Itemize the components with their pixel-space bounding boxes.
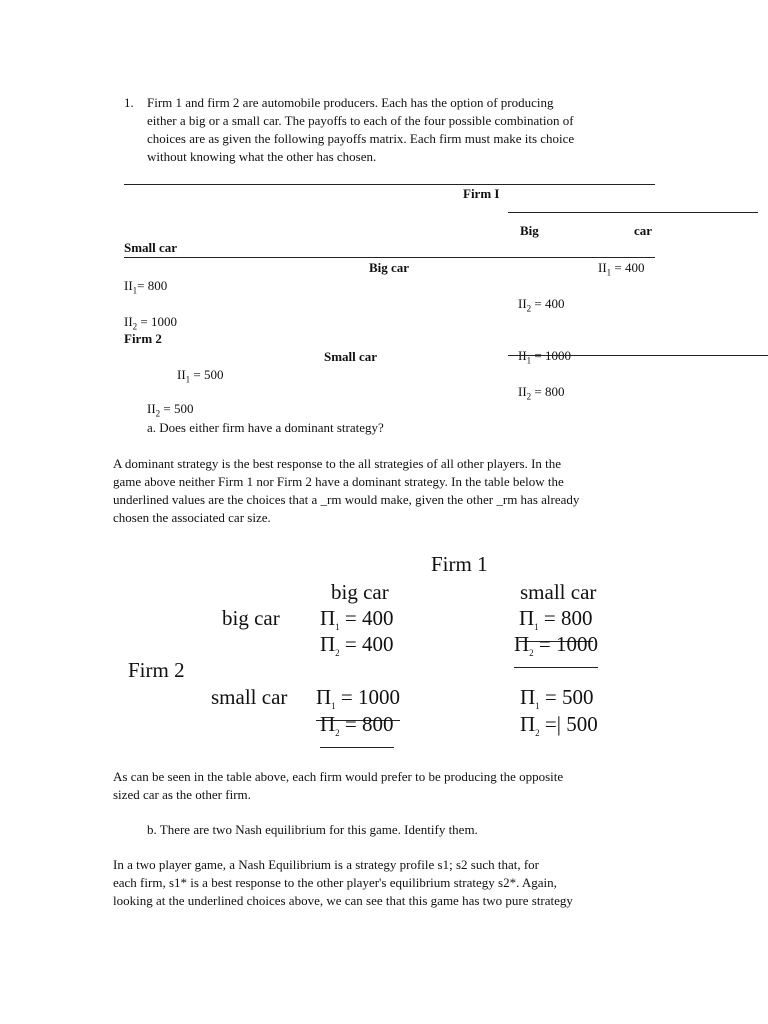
table-top-rule [124,184,655,185]
paragraph-line: looking at the underlined choices above, we can see that this game has two pure strategy [113,893,573,908]
cell-big-small-pi1: $\Pi_1 = 800$ [519,606,593,642]
question-text [147,94,655,166]
cell-big-big-pi1: $\Pi_1 = 400$ [320,606,394,633]
cell-small-big-pi2: $\Pi_2 = 800$ [320,712,394,748]
cell-big-small-pi2: $\Pi_2 = 1000$ [514,632,598,668]
payoff-pi2-small-big: $II_2 = 800$ [518,384,565,402]
payoff-pi2-big-big: $II_2 = 400$ [518,296,565,314]
question-line: without knowing what the other has chosen. [147,149,377,164]
paragraph-line: game above neither Firm 1 nor Firm 2 have a dominant strategy. In the table below the [113,474,564,489]
paragraph-line: A dominant strategy is the best response to the all strategies of all other players. In the [113,456,562,471]
paragraph-dominant-strategy [113,455,655,527]
header-rule [124,257,655,258]
question-line: Firm 1 and firm 2 are automobile producers. Each has the option of producing [147,95,554,110]
row-rule [508,355,768,356]
payoff-pi1-big-small: $II_1= 800$ [124,278,168,296]
cell-small-big-pi1: $\Pi_1 = 1000$ [316,685,400,721]
cell-small-small-pi2: $\Pi_2$ =| 500 [520,712,598,739]
firm2-header: Firm 2 [128,658,185,682]
row-big-car-label: Big car [369,260,410,275]
question-line: either a big or a small car. The payoffs to each of the four possible combination of [147,113,574,128]
payoff-pi2-small-small: $II_2 = 500$ [147,401,194,419]
cell-small-small-pi1: $\Pi_1 = 500$ [520,685,594,712]
paragraph-line: As can be seen in the table above, each firm would prefer to be producing the opposite [113,769,564,784]
payoff-pi1-big-big: $II_1 = 400$ [598,260,645,278]
question-b: b. There are two Nash equilibrium for this game. Identify them. [147,822,478,837]
firm1-rule [508,212,758,213]
payoff-pi1-small-big: $II_1 = 1000$ [518,348,572,366]
paragraph-nash [113,856,655,910]
firm1-header: Firm I [463,186,500,201]
payoff-pi1-small-small: $II_1 = 500$ [177,367,224,385]
payoff-pi2-big-small: $II_2 = 1000$ [124,314,178,332]
col-car-label: car [634,223,653,238]
row-big-car-header: big car [222,606,280,630]
paragraph-line: underlined values are the choices that a _rm would make, given the other _rm has already [113,492,580,507]
paragraph-line: chosen the associated car size. [113,510,271,525]
question-line: choices are as given the following payoffs matrix. Each firm must make its choice [147,131,575,146]
row-small-car-label: Small car [324,349,378,364]
paragraph-line: each firm, s1* is a best response to the other player's equilibrium strategy s2*. Again, [113,875,557,890]
firm1-header: Firm 1 [431,552,488,576]
col-big-label: Big [520,223,539,238]
firm2-label: Firm 2 [124,331,162,346]
question-a: a. Does either firm have a dominant strategy? [147,420,384,435]
question-number: 1. [124,95,134,110]
col-small-car-label: Small car [124,240,178,255]
col-big-car-header: big car [331,580,389,604]
col-small-car-header: small car [520,580,597,604]
paragraph-opposite [113,768,655,804]
paragraph-line: sized car as the other firm. [113,787,251,802]
row-small-car-header: small car [211,685,288,709]
paragraph-line: In a two player game, a Nash Equilibrium is a strategy profile s1; s2 such that, for [113,857,540,872]
cell-big-big-pi2: $\Pi_2 = 400$ [320,632,394,659]
